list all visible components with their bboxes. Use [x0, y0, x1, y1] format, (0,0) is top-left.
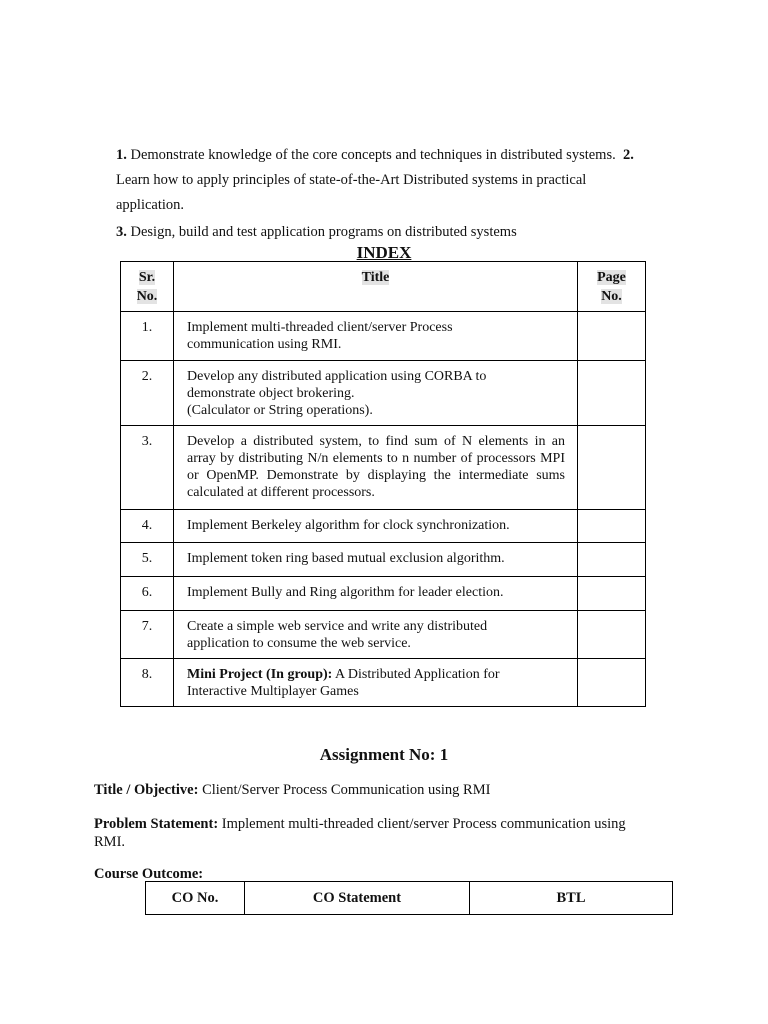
row-page-no	[578, 426, 646, 510]
row-page-no	[578, 611, 646, 659]
header-page-no	[578, 262, 646, 312]
objectives-line-3	[116, 220, 676, 245]
row-title	[174, 361, 578, 426]
table-row	[121, 510, 646, 543]
header-sr-line2: No.	[136, 289, 158, 304]
assignment-heading: Assignment No: 1	[319, 745, 449, 764]
co-header-statement: CO Statement	[245, 882, 470, 915]
table-row	[121, 543, 646, 577]
co-table	[145, 881, 673, 915]
header-sr-no	[121, 262, 174, 312]
table-row	[121, 361, 646, 426]
course-outcome-label-text: Course Outcome:	[94, 866, 204, 882]
objective-1-number: 1.	[116, 147, 127, 163]
objective-3-number: 3.	[116, 224, 127, 240]
header-page-line2: No.	[601, 289, 622, 304]
problem-statement-value: Implement multi-threaded client/server Process communication using	[218, 816, 626, 832]
objectives-line-1	[116, 143, 676, 168]
header-title	[174, 262, 578, 312]
row-sr-no: 8.	[121, 659, 174, 707]
row-sr-no: 5.	[121, 543, 174, 577]
objective-2-number: 2.	[622, 147, 634, 163]
row-title-line: Implement Bully and Ring algorithm for leader election.	[187, 585, 504, 600]
table-row	[121, 659, 646, 707]
row-title-line: Implement multi-threaded client/server Process	[187, 320, 453, 335]
mini-project-text: A Distributed Application for	[332, 667, 500, 682]
title-objective-label: Title / Objective:	[94, 782, 199, 798]
problem-statement-label: Problem Statement:	[94, 816, 219, 832]
row-sr-no: 2.	[121, 361, 174, 426]
row-title-line: communication using RMI.	[187, 337, 342, 352]
row-title	[174, 312, 578, 361]
row-title	[174, 611, 578, 659]
co-header-btl: BTL	[470, 882, 673, 915]
row-sr-no: 6.	[121, 577, 174, 611]
row-title-line: Interactive Multiplayer Games	[187, 684, 359, 699]
table-row	[121, 312, 646, 361]
row-title	[174, 510, 578, 543]
objective-1-text: Demonstrate knowledge of the core concepts and techniques in distributed systems.	[130, 147, 616, 163]
row-page-no	[578, 312, 646, 361]
title-objective-value: Client/Server Process Communication using RMI	[198, 782, 491, 798]
table-row	[121, 426, 646, 510]
row-page-no	[578, 577, 646, 611]
index-table	[120, 261, 646, 707]
row-page-no	[578, 659, 646, 707]
table-row	[121, 577, 646, 611]
mini-project-label: Mini Project (In group):	[187, 667, 333, 682]
row-title: Develop a distributed system, to find sum of N elements in an array by distributing N/n elements to n number of processors MPI or OpenMP. Demonstrate by displaying the intermediate sums calculated at different processors.	[174, 426, 578, 510]
objectives	[116, 143, 676, 245]
row-title-line: application to consume the web service.	[187, 636, 411, 651]
row-title-line: Implement token ring based mutual exclusion algorithm.	[187, 551, 505, 566]
header-sr-line1: Sr.	[138, 270, 156, 285]
row-page-no	[578, 510, 646, 543]
row-sr-no: 3.	[121, 426, 174, 510]
row-sr-no: 4.	[121, 510, 174, 543]
row-title-line: Create a simple web service and write any distributed	[187, 619, 488, 634]
row-page-no	[578, 361, 646, 426]
problem-statement	[94, 815, 694, 851]
header-title-text: Title	[361, 270, 390, 285]
row-title	[174, 577, 578, 611]
index-heading: INDEX	[356, 243, 412, 262]
table-row	[121, 611, 646, 659]
co-header-co-no: CO No.	[146, 882, 245, 915]
row-title-line: (Calculator or String operations).	[187, 403, 373, 418]
row-sr-no: 1.	[121, 312, 174, 361]
problem-statement-line-1	[94, 815, 694, 833]
row-title-line: Implement Berkeley algorithm for clock synchronization.	[187, 518, 510, 533]
title-objective	[94, 781, 694, 799]
row-title-line	[187, 666, 565, 683]
row-title-line: Develop any distributed application using CORBA to	[187, 369, 487, 384]
row-title	[174, 543, 578, 577]
objective-2-text: Learn how to apply principles of state-of-the-Art Distributed systems in practical application.	[116, 172, 587, 213]
index-header-row	[121, 262, 646, 312]
problem-statement-line-2: RMI.	[94, 834, 126, 850]
row-title	[174, 659, 578, 707]
row-page-no	[578, 543, 646, 577]
objective-3-text: Design, build and test application programs on distributed systems	[130, 224, 517, 240]
header-page-line1: Page	[597, 270, 626, 285]
co-header-row	[146, 882, 673, 915]
row-sr-no: 7.	[121, 611, 174, 659]
row-title-line: demonstrate object brokering.	[187, 386, 355, 401]
